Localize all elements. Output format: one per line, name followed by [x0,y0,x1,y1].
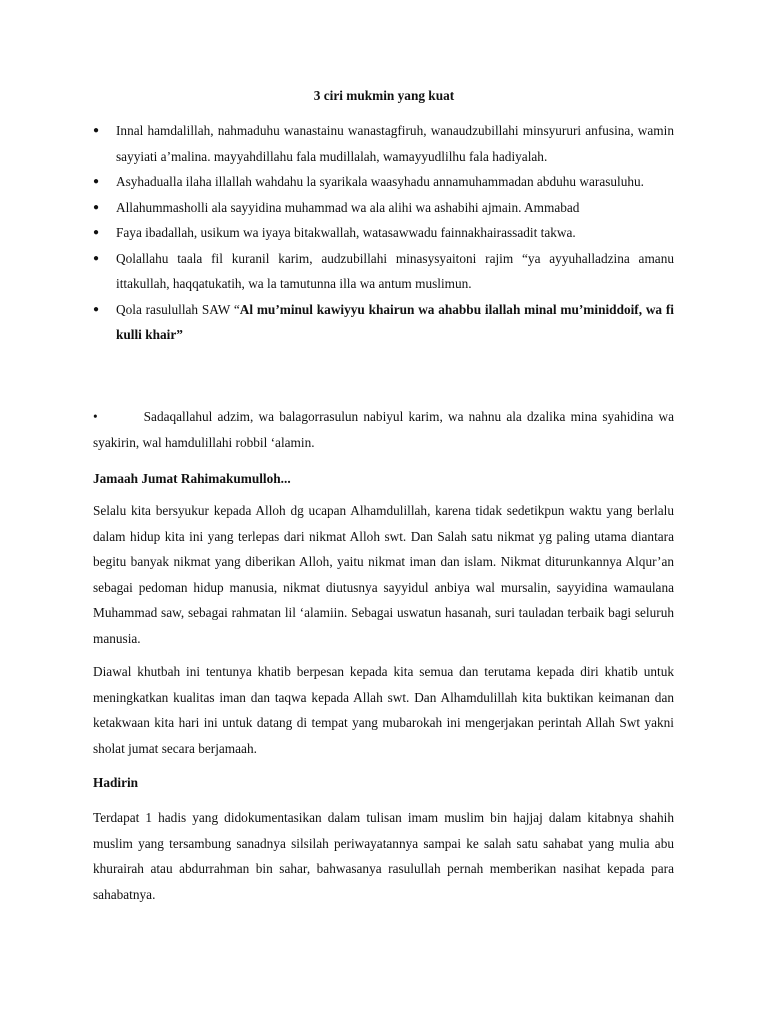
bullet-text: Allahummasholli ala sayyidina muhammad wa ala alihi wa ashabihi ajmain. Ammabad [116,199,580,215]
bullet-dot-icon: ● [93,176,100,187]
bullet-text: Qolallahu taala fil kuranil karim, audzubillahi minasysyaitoni rajim “ya ayyuhalladzina amanu ittakullah, haqqatukatih, wa la tamutunna illa wa antum muslimun. [116,250,674,291]
closing-bullet-mark: • [93,409,98,424]
closing-prayer-text: Sadaqallahul adzim, wa balagorrasulun nabiyul karim, wa nahnu ala dzalika mina syahidina wa syakirin, wal hamdulillahi robbil ‘alamin. [93,409,674,450]
closing-prayer-paragraph [93,404,674,455]
bullet-text: Innal hamdalillah, nahmaduhu wanastainu wanastagfiruh, wanaudzubillahi minsyururi anfusina, wamin sayyiati a’malina. mayyahdillahu fala mudillalah, wamayyudlilhu fala hadiyalah. [116,123,674,164]
document-title: 3 ciri mukmin yang kuat [313,88,455,103]
bullet-item [93,195,674,221]
bullet-text-prefix: Qola rasulullah SAW “ [116,301,240,317]
bullet-text: Asyhadualla ilaha illallah wahdahu la syarikala waasyhadu annamuhammadan abduhu warasuluhu. [116,174,645,189]
bullet-dot-icon: ● [93,252,100,264]
bullet-item [93,220,674,246]
bullet-dot-icon: ● [93,303,100,315]
opening-bullet-list [93,118,674,348]
bullet-dot-icon: ● [93,227,100,238]
body-paragraph-2: Diawal khutbah ini tentunya khatib berpesan kepada kita semua dan terutama kepada diri khatib untuk meningkatkan kualitas iman dan taqwa kepada Allah swt. Dan Alhamdulillah kita buktikan keimanan dan ketakwaan kita hari ini untuk datang di tempat yang mubarokah ini mengerjakan perintah Allah Swt yakni sholat jumat secara berjamaah. [93,664,674,756]
bullet-text: Faya ibadallah, usikum wa iyaya bitakwallah, watasawwadu fainnakhairassadit takwa. [116,225,576,240]
bullet-item [93,169,674,195]
hadith-quote: Al mu’minul kawiyyu khairun wa ahabbu ilallah minal mu’miniddoif, wa fi kulli khair” [116,301,674,342]
section-heading-jamaah: Jamaah Jumat Rahimakumulloh... [93,471,291,486]
body-paragraph-3: Terdapat 1 hadis yang didokumentasikan dalam tulisan imam muslim bin hajjaj dalam kitabnya shahih muslim yang tersambung sanadnya silsilah periwayatannya sampai ke salah satu sahabat yang mulia abu khurairah atau abdurrahman bin sahar, bahwasanya rasulullah pernah memberikan nasihat kepada para sahabatnya. [93,810,674,902]
section-heading-hadirin: Hadirin [93,775,139,790]
bullet-item [93,118,674,169]
bullet-item [93,246,674,297]
body-paragraph-1: Selalu kita bersyukur kepada Alloh dg ucapan Alhamdulillah, karena tidak sedetikpun waktu yang berlalu dalam hidup kita ini yang terlepas dari nikmat Alloh swt. Dan Salah satu nikmat yg paling utama diantara begitu banyak nikmat yang diberikan Alloh, yaitu nikmat iman dan islam. Nikmat diturunkannya Alqur’an sebagai pedoman hidup manusia, nikmat diutusnya sayyidul anbiya wal mursalin, sayyidina wamaulana Muhammad saw, sebagai rahmatan lil ‘alamiin. Sebagai uswatun hasanah, suri tauladan terbaik bagi seluruh manusia. [93,503,674,646]
bullet-item [93,297,674,348]
bullet-dot-icon: ● [93,201,100,213]
bullet-dot-icon: ● [93,125,100,136]
